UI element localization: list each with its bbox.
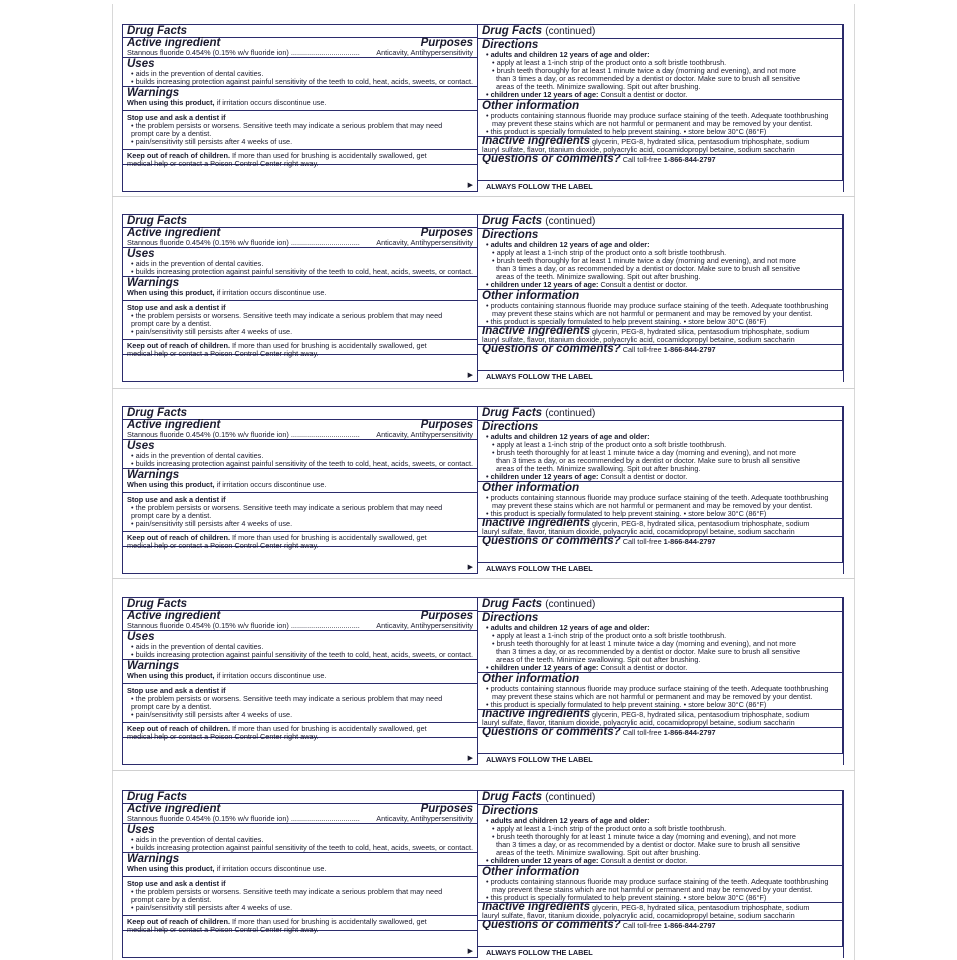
other-information-section xyxy=(478,866,842,903)
uses-section xyxy=(123,58,477,87)
use-item: • builds increasing protection against painful sensitivity of the teeth to cold, heat, acids, sweets, or contact. xyxy=(131,78,473,86)
other-information-heading: Other information xyxy=(482,673,580,685)
drug-facts-title: Drug Facts xyxy=(127,791,188,803)
directions-section xyxy=(478,421,842,482)
direction-step: • brush teeth thoroughly for at least 1 minute twice a day (morning and evening), and not more xyxy=(492,67,796,75)
drug-facts-right-column xyxy=(478,791,844,958)
directions-children-text: Consult a dentist or doctor. xyxy=(598,664,688,672)
always-follow-label: ALWAYS FOLLOW THE LABEL xyxy=(486,948,593,957)
directions-children-text: Consult a dentist or doctor. xyxy=(598,91,688,99)
divider xyxy=(123,876,477,877)
continued-arrow-icon: ▶ xyxy=(467,182,473,189)
drug-facts-left-column xyxy=(122,598,478,765)
drug-facts-panel-2 xyxy=(122,214,844,382)
phone-number: 1-866-844-2797 xyxy=(663,537,716,546)
divider xyxy=(123,531,477,532)
inactive-ingredients-text-2: lauryl sulfate, flavor, titanium dioxide, polyacrylic acid, cocamidopropyl betaine, sodium saccharin xyxy=(482,146,795,154)
other-information-section xyxy=(478,290,842,327)
other-info-item: may prevent these stains which are not harmful or permanent and may be removed by your dentist. xyxy=(492,502,813,510)
other-information-heading: Other information xyxy=(482,482,580,494)
drug-facts-right-column xyxy=(478,407,844,574)
when-using-label: When using this product, xyxy=(127,481,215,489)
uses-heading: Uses xyxy=(127,440,155,452)
drug-facts-title: Drug Facts xyxy=(127,215,188,227)
other-info-item: • this product is specially formulated to help prevent staining. • store below 30°C (86°F) xyxy=(486,510,767,518)
inactive-ingredients-heading: Inactive ingredients xyxy=(482,519,591,528)
directions-adults: • adults and children 12 years of age and older: xyxy=(486,817,650,825)
always-follow-label: ALWAYS FOLLOW THE LABEL xyxy=(486,755,593,764)
questions-heading: Questions or comments? xyxy=(482,728,621,737)
inactive-ingredients-section xyxy=(478,903,842,921)
keep-out-text: If more than used for brushing is accidentally swallowed, get xyxy=(229,725,427,733)
keep-out-label: Keep out of reach of children. xyxy=(127,534,230,542)
questions-section xyxy=(478,728,842,737)
directions-heading: Directions xyxy=(482,805,539,817)
active-ingredient-section xyxy=(123,611,477,631)
inactive-ingredients-heading: Inactive ingredients xyxy=(482,903,591,912)
inactive-ingredients-text: glycerin, PEG-8, hydrated silica, pentasodium triphosphate, sodium xyxy=(590,903,810,912)
stop-use-item: • pain/sensitivity still persists after 4 weeks of use. xyxy=(131,138,293,146)
purpose-text: Anticavity, Antihypersensitivity xyxy=(376,431,473,439)
stop-use-heading: Stop use and ask a dentist if xyxy=(127,687,226,695)
stop-use-item: • the problem persists or worsens. Sensitive teeth may indicate a serious problem that may need xyxy=(131,695,443,703)
direction-step: • apply at least a 1-inch strip of the product onto a soft bristle toothbrush. xyxy=(492,441,727,449)
warnings-heading: Warnings xyxy=(127,87,180,99)
stop-use-item: • the problem persists or worsens. Sensitive teeth may indicate a serious problem that may need xyxy=(131,504,443,512)
inactive-ingredients-text: glycerin, PEG-8, hydrated silica, pentasodium triphosphate, sodium xyxy=(590,327,810,336)
active-ingredient-text: Stannous fluoride 0.454% (0.15% w/v fluoride ion) .................................. xyxy=(127,239,360,247)
uses-section xyxy=(123,440,477,469)
divider xyxy=(123,722,477,723)
continued-arrow-icon: ▶ xyxy=(467,948,473,955)
active-ingredient-section xyxy=(123,228,477,248)
directions-heading: Directions xyxy=(482,39,539,51)
active-ingredient-section xyxy=(123,38,477,58)
active-ingredient-text: Stannous fluoride 0.454% (0.15% w/v fluoride ion) .................................. xyxy=(127,622,360,630)
purposes-heading: Purposes xyxy=(420,227,473,239)
stop-use-item: • pain/sensitivity still persists after 4 weeks of use. xyxy=(131,904,293,912)
other-info-item: • products containing stannous fluoride may produce surface staining of the teeth. Adequate toothbrushing xyxy=(486,112,829,120)
divider xyxy=(123,110,477,111)
questions-section xyxy=(478,537,842,546)
when-using-label: When using this product, xyxy=(127,672,215,680)
drug-facts-panel-1 xyxy=(122,24,844,192)
inactive-ingredients-text-2: lauryl sulfate, flavor, titanium dioxide, polyacrylic acid, cocamidopropyl betaine, sodium saccharin xyxy=(482,528,795,536)
when-using-label: When using this product, xyxy=(127,99,215,107)
inactive-ingredients-text: glycerin, PEG-8, hydrated silica, pentasodium triphosphate, sodium xyxy=(590,519,810,528)
drug-facts-right-column xyxy=(478,598,844,765)
continued-arrow-icon: ▶ xyxy=(467,372,473,379)
title-continued-section xyxy=(478,25,842,39)
direction-step: • apply at least a 1-inch strip of the product onto a soft bristle toothbrush. xyxy=(492,249,727,257)
stop-use-heading: Stop use and ask a dentist if xyxy=(127,114,226,122)
when-using-text: if irritation occurs discontinue use. xyxy=(214,865,327,873)
divider xyxy=(123,683,477,684)
keep-out-text-2: medical help or contact a Poison Control Center right away. xyxy=(127,160,319,168)
questions-heading: Questions or comments? xyxy=(482,921,621,930)
direction-step: • brush teeth thoroughly for at least 1 minute twice a day (morning and evening), and not more xyxy=(492,640,796,648)
other-information-section xyxy=(478,673,842,710)
direction-step: • brush teeth thoroughly for at least 1 minute twice a day (morning and evening), and not more xyxy=(492,449,796,457)
directions-section xyxy=(478,805,842,866)
direction-step: areas of the teeth. Minimize swallowing. Spit out after brushing. xyxy=(496,465,701,473)
inactive-ingredients-heading: Inactive ingredients xyxy=(482,710,591,719)
directions-children: • children under 12 years of age: xyxy=(486,664,599,672)
drug-facts-left-column xyxy=(122,25,478,192)
questions-heading: Questions or comments? xyxy=(482,155,621,164)
other-info-item: • this product is specially formulated to help prevent staining. • store below 30°C (86°F) xyxy=(486,701,767,709)
other-info-item: may prevent these stains which are not harmful or permanent and may be removed by your dentist. xyxy=(492,886,813,894)
other-information-heading: Other information xyxy=(482,100,580,112)
title-continued-section xyxy=(478,791,842,805)
warnings-heading: Warnings xyxy=(127,660,180,672)
active-ingredient-text: Stannous fluoride 0.454% (0.15% w/v fluoride ion) .................................. xyxy=(127,431,360,439)
other-info-item: may prevent these stains which are not harmful or permanent and may be removed by your dentist. xyxy=(492,693,813,701)
other-info-item: • products containing stannous fluoride may produce surface staining of the teeth. Adequate toothbrushing xyxy=(486,494,829,502)
warnings-section xyxy=(123,660,477,741)
keep-out-label: Keep out of reach of children. xyxy=(127,725,230,733)
other-information-heading: Other information xyxy=(482,290,580,302)
stop-use-item: prompt care by a dentist. xyxy=(131,512,212,520)
stop-use-heading: Stop use and ask a dentist if xyxy=(127,880,226,888)
keep-out-text: If more than used for brushing is accidentally swallowed, get xyxy=(229,342,427,350)
drug-facts-panel-5 xyxy=(122,790,844,958)
divider xyxy=(123,339,477,340)
inactive-ingredients-text-2: lauryl sulfate, flavor, titanium dioxide, polyacrylic acid, cocamidopropyl betaine, sodium saccharin xyxy=(482,912,795,920)
drug-facts-title: Drug Facts xyxy=(127,598,188,610)
direction-step: • apply at least a 1-inch strip of the product onto a soft bristle toothbrush. xyxy=(492,632,727,640)
other-information-heading: Other information xyxy=(482,866,580,878)
warnings-heading: Warnings xyxy=(127,853,180,865)
directions-adults: • adults and children 12 years of age and older: xyxy=(486,433,650,441)
phone-number: 1-866-844-2797 xyxy=(663,155,716,164)
uses-heading: Uses xyxy=(127,58,155,70)
keep-out-text: If more than used for brushing is accidentally swallowed, get xyxy=(229,152,427,160)
phone-number: 1-866-844-2797 xyxy=(663,345,716,354)
warnings-section xyxy=(123,277,477,358)
divider xyxy=(123,300,477,301)
keep-out-text-2: medical help or contact a Poison Control Center right away. xyxy=(127,542,319,550)
inactive-ingredients-heading: Inactive ingredients xyxy=(482,327,591,336)
direction-step: than 3 times a day, or as recommended by a dentist or doctor. Make sure to brush all sensitive xyxy=(496,265,801,273)
use-item: • builds increasing protection against painful sensitivity of the teeth to cold, heat, acids, sweets, or contact. xyxy=(131,844,473,852)
inactive-ingredients-text: glycerin, PEG-8, hydrated silica, pentasodium triphosphate, sodium xyxy=(590,710,810,719)
use-item: • builds increasing protection against painful sensitivity of the teeth to cold, heat, acids, sweets, or contact. xyxy=(131,268,473,276)
direction-step: than 3 times a day, or as recommended by a dentist or doctor. Make sure to brush all sensitive xyxy=(496,648,801,656)
other-information-section xyxy=(478,100,842,137)
always-follow-label: ALWAYS FOLLOW THE LABEL xyxy=(486,372,593,381)
directions-adults: • adults and children 12 years of age and older: xyxy=(486,624,650,632)
panel-divider xyxy=(112,770,855,771)
drug-facts-right-column xyxy=(478,25,844,192)
purposes-heading: Purposes xyxy=(420,803,473,815)
when-using-text: if irritation occurs discontinue use. xyxy=(214,672,327,680)
directions-heading: Directions xyxy=(482,421,539,433)
drug-facts-right-column xyxy=(478,215,844,382)
divider xyxy=(123,149,477,150)
stop-use-item: prompt care by a dentist. xyxy=(131,896,212,904)
drug-facts-left-column xyxy=(122,791,478,958)
stop-use-item: • pain/sensitivity still persists after 4 weeks of use. xyxy=(131,328,293,336)
direction-step: • brush teeth thoroughly for at least 1 minute twice a day (morning and evening), and not more xyxy=(492,257,796,265)
uses-section xyxy=(123,824,477,853)
warnings-section xyxy=(123,853,477,934)
active-ingredient-section xyxy=(123,804,477,824)
inactive-ingredients-text: glycerin, PEG-8, hydrated silica, pentasodium triphosphate, sodium xyxy=(590,137,810,146)
purpose-text: Anticavity, Antihypersensitivity xyxy=(376,49,473,57)
drug-facts-panel-3 xyxy=(122,406,844,574)
use-item: • aids in the prevention of dental cavities. xyxy=(131,836,264,844)
directions-children-text: Consult a dentist or doctor. xyxy=(598,473,688,481)
keep-out-label: Keep out of reach of children. xyxy=(127,918,230,926)
drug-facts-left-column xyxy=(122,407,478,574)
title-continued-section xyxy=(478,407,842,421)
drug-facts-title-continued: Drug Facts xyxy=(482,791,543,803)
stop-use-item: • the problem persists or worsens. Sensitive teeth may indicate a serious problem that may need xyxy=(131,312,443,320)
use-item: • aids in the prevention of dental cavities. xyxy=(131,452,264,460)
stop-use-item: prompt care by a dentist. xyxy=(131,130,212,138)
uses-heading: Uses xyxy=(127,248,155,260)
questions-text: Call toll-free xyxy=(620,921,664,930)
active-ingredient-heading: Active ingredient xyxy=(127,419,221,431)
stop-use-heading: Stop use and ask a dentist if xyxy=(127,304,226,312)
active-ingredient-text: Stannous fluoride 0.454% (0.15% w/v fluoride ion) .................................. xyxy=(127,49,360,57)
direction-step: than 3 times a day, or as recommended by a dentist or doctor. Make sure to brush all sensitive xyxy=(496,841,801,849)
inactive-ingredients-text-2: lauryl sulfate, flavor, titanium dioxide, polyacrylic acid, cocamidopropyl betaine, sodium saccharin xyxy=(482,336,795,344)
questions-section xyxy=(478,345,842,354)
panel-divider xyxy=(112,578,855,579)
direction-step: • brush teeth thoroughly for at least 1 minute twice a day (morning and evening), and not more xyxy=(492,833,796,841)
continued-arrow-icon: ▶ xyxy=(467,564,473,571)
drug-facts-title: Drug Facts xyxy=(127,407,188,419)
stop-use-item: prompt care by a dentist. xyxy=(131,703,212,711)
always-follow-label: ALWAYS FOLLOW THE LABEL xyxy=(486,182,593,191)
warnings-heading: Warnings xyxy=(127,469,180,481)
other-info-item: • products containing stannous fluoride may produce surface staining of the teeth. Adequate toothbrushing xyxy=(486,302,829,310)
directions-children: • children under 12 years of age: xyxy=(486,91,599,99)
questions-heading: Questions or comments? xyxy=(482,345,621,354)
stop-use-item: • the problem persists or worsens. Sensitive teeth may indicate a serious problem that may need xyxy=(131,888,443,896)
title-continued-section xyxy=(478,598,842,612)
continued-label: (continued) xyxy=(545,599,596,610)
inactive-ingredients-text-2: lauryl sulfate, flavor, titanium dioxide, polyacrylic acid, cocamidopropyl betaine, sodium saccharin xyxy=(482,719,795,727)
always-follow-label: ALWAYS FOLLOW THE LABEL xyxy=(486,564,593,573)
active-ingredient-text: Stannous fluoride 0.454% (0.15% w/v fluoride ion) .................................. xyxy=(127,815,360,823)
directions-heading: Directions xyxy=(482,229,539,241)
drug-facts-title-continued: Drug Facts xyxy=(482,407,543,419)
drug-facts-title-continued: Drug Facts xyxy=(482,598,543,610)
continued-label: (continued) xyxy=(545,26,596,37)
purposes-heading: Purposes xyxy=(420,37,473,49)
inactive-ingredients-section xyxy=(478,327,842,345)
directions-children: • children under 12 years of age: xyxy=(486,281,599,289)
purpose-text: Anticavity, Antihypersensitivity xyxy=(376,239,473,247)
drug-facts-title: Drug Facts xyxy=(127,25,188,37)
when-using-text: if irritation occurs discontinue use. xyxy=(214,289,327,297)
other-information-section xyxy=(478,482,842,519)
purposes-heading: Purposes xyxy=(420,610,473,622)
keep-out-text: If more than used for brushing is accidentally swallowed, get xyxy=(229,918,427,926)
other-info-item: • this product is specially formulated to help prevent staining. • store below 30°C (86°F) xyxy=(486,318,767,326)
active-ingredient-heading: Active ingredient xyxy=(127,37,221,49)
uses-section xyxy=(123,248,477,277)
drug-facts-title-continued: Drug Facts xyxy=(482,25,543,37)
divider xyxy=(123,915,477,916)
questions-text: Call toll-free xyxy=(620,728,664,737)
use-item: • aids in the prevention of dental cavities. xyxy=(131,70,264,78)
directions-heading: Directions xyxy=(482,612,539,624)
keep-out-text-2: medical help or contact a Poison Control Center right away. xyxy=(127,926,319,934)
inactive-ingredients-section xyxy=(478,710,842,728)
direction-step: areas of the teeth. Minimize swallowing. Spit out after brushing. xyxy=(496,83,701,91)
uses-section xyxy=(123,631,477,660)
continued-label: (continued) xyxy=(545,792,596,803)
stop-use-item: prompt care by a dentist. xyxy=(131,320,212,328)
directions-adults: • adults and children 12 years of age and older: xyxy=(486,241,650,249)
stop-use-item: • pain/sensitivity still persists after 4 weeks of use. xyxy=(131,711,293,719)
inactive-ingredients-section xyxy=(478,137,842,155)
other-info-item: may prevent these stains which are not harmful or permanent and may be removed by your dentist. xyxy=(492,310,813,318)
direction-step: areas of the teeth. Minimize swallowing. Spit out after brushing. xyxy=(496,849,701,857)
continued-label: (continued) xyxy=(545,408,596,419)
inactive-ingredients-heading: Inactive ingredients xyxy=(482,137,591,146)
when-using-text: if irritation occurs discontinue use. xyxy=(214,99,327,107)
drug-facts-left-column xyxy=(122,215,478,382)
active-ingredient-section xyxy=(123,420,477,440)
phone-number: 1-866-844-2797 xyxy=(663,728,716,737)
keep-out-label: Keep out of reach of children. xyxy=(127,342,230,350)
other-info-item: • products containing stannous fluoride may produce surface staining of the teeth. Adequate toothbrushing xyxy=(486,878,829,886)
warnings-section xyxy=(123,469,477,550)
panel-divider xyxy=(112,388,855,389)
use-item: • aids in the prevention of dental cavities. xyxy=(131,643,264,651)
direction-step: than 3 times a day, or as recommended by a dentist or doctor. Make sure to brush all sensitive xyxy=(496,75,801,83)
purposes-heading: Purposes xyxy=(420,419,473,431)
uses-heading: Uses xyxy=(127,824,155,836)
active-ingredient-heading: Active ingredient xyxy=(127,227,221,239)
warnings-section xyxy=(123,87,477,168)
questions-text: Call toll-free xyxy=(620,155,664,164)
directions-section xyxy=(478,229,842,290)
panel-divider xyxy=(112,196,855,197)
keep-out-text: If more than used for brushing is accidentally swallowed, get xyxy=(229,534,427,542)
stop-use-heading: Stop use and ask a dentist if xyxy=(127,496,226,504)
other-info-item: • products containing stannous fluoride may produce surface staining of the teeth. Adequate toothbrushing xyxy=(486,685,829,693)
active-ingredient-heading: Active ingredient xyxy=(127,803,221,815)
phone-number: 1-866-844-2797 xyxy=(663,921,716,930)
use-item: • builds increasing protection against painful sensitivity of the teeth to cold, heat, acids, sweets, or contact. xyxy=(131,651,473,659)
directions-children: • children under 12 years of age: xyxy=(486,857,599,865)
other-info-item: may prevent these stains which are not harmful or permanent and may be removed by your dentist. xyxy=(492,120,813,128)
keep-out-text-2: medical help or contact a Poison Control Center right away. xyxy=(127,733,319,741)
purpose-text: Anticavity, Antihypersensitivity xyxy=(376,815,473,823)
continued-arrow-icon: ▶ xyxy=(467,755,473,762)
directions-section xyxy=(478,612,842,673)
active-ingredient-heading: Active ingredient xyxy=(127,610,221,622)
drug-facts-panel-4 xyxy=(122,597,844,765)
direction-step: areas of the teeth. Minimize swallowing. Spit out after brushing. xyxy=(496,273,701,281)
direction-step: than 3 times a day, or as recommended by a dentist or doctor. Make sure to brush all sensitive xyxy=(496,457,801,465)
title-continued-section xyxy=(478,215,842,229)
stop-use-item: • pain/sensitivity still persists after 4 weeks of use. xyxy=(131,520,293,528)
when-using-label: When using this product, xyxy=(127,289,215,297)
direction-step: • apply at least a 1-inch strip of the product onto a soft bristle toothbrush. xyxy=(492,59,727,67)
inactive-ingredients-section xyxy=(478,519,842,537)
when-using-label: When using this product, xyxy=(127,865,215,873)
questions-text: Call toll-free xyxy=(620,537,664,546)
direction-step: • apply at least a 1-inch strip of the product onto a soft bristle toothbrush. xyxy=(492,825,727,833)
directions-section xyxy=(478,39,842,100)
use-item: • aids in the prevention of dental cavities. xyxy=(131,260,264,268)
keep-out-label: Keep out of reach of children. xyxy=(127,152,230,160)
questions-section xyxy=(478,921,842,930)
directions-children-text: Consult a dentist or doctor. xyxy=(598,857,688,865)
questions-text: Call toll-free xyxy=(620,345,664,354)
purpose-text: Anticavity, Antihypersensitivity xyxy=(376,622,473,630)
warnings-heading: Warnings xyxy=(127,277,180,289)
directions-adults: • adults and children 12 years of age and older: xyxy=(486,51,650,59)
drug-facts-title-continued: Drug Facts xyxy=(482,215,543,227)
keep-out-text-2: medical help or contact a Poison Control Center right away. xyxy=(127,350,319,358)
stop-use-item: • the problem persists or worsens. Sensitive teeth may indicate a serious problem that may need xyxy=(131,122,443,130)
when-using-text: if irritation occurs discontinue use. xyxy=(214,481,327,489)
directions-children-text: Consult a dentist or doctor. xyxy=(598,281,688,289)
use-item: • builds increasing protection against painful sensitivity of the teeth to cold, heat, acids, sweets, or contact. xyxy=(131,460,473,468)
continued-label: (continued) xyxy=(545,216,596,227)
uses-heading: Uses xyxy=(127,631,155,643)
questions-section xyxy=(478,155,842,164)
directions-children: • children under 12 years of age: xyxy=(486,473,599,481)
questions-heading: Questions or comments? xyxy=(482,537,621,546)
divider xyxy=(123,492,477,493)
other-info-item: • this product is specially formulated to help prevent staining. • store below 30°C (86°F) xyxy=(486,128,767,136)
direction-step: areas of the teeth. Minimize swallowing. Spit out after brushing. xyxy=(496,656,701,664)
other-info-item: • this product is specially formulated to help prevent staining. • store below 30°C (86°F) xyxy=(486,894,767,902)
